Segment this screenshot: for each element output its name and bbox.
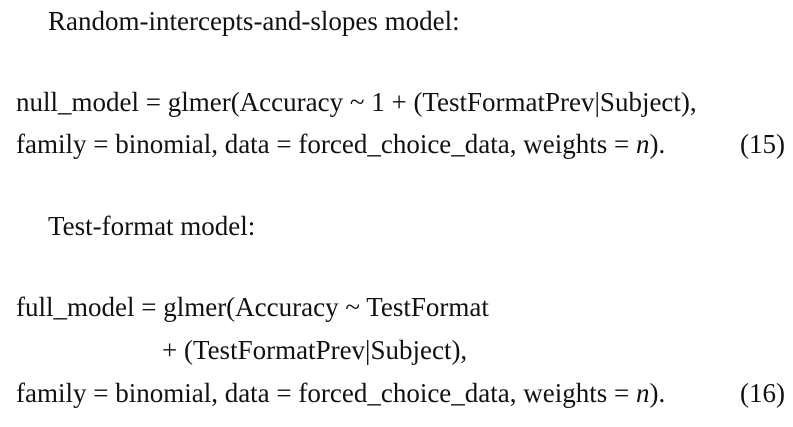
equation-number: (16) [740, 378, 785, 408]
equation-number: (15) [740, 129, 785, 159]
equation-line: family = binomial, data = forced_choice_data, weights = n). [16, 378, 666, 408]
equation-line: null_model = glmer(Accuracy ~ 1 + (TestFormatPrev|Subject), [16, 87, 697, 117]
section-heading: Test-format model: [48, 211, 256, 241]
equation-line: + (TestFormatPrev|Subject), [162, 335, 468, 365]
section-heading: Random-intercepts-and-slopes model: [48, 6, 460, 36]
equation-line: full_model = glmer(Accuracy ~ TestFormat [16, 292, 489, 322]
equation-line: family = binomial, data = forced_choice_data, weights = n). [16, 129, 666, 159]
